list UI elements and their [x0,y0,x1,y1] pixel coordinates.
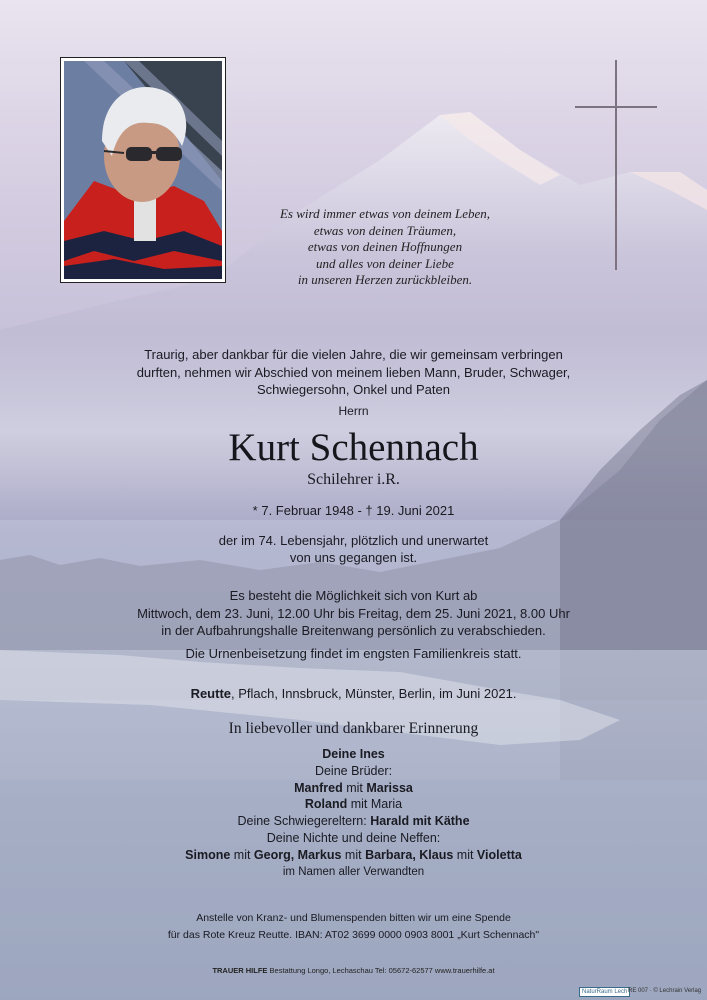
family-inlaws-label: Deine Schwiegereltern: [237,814,371,829]
intro-line: durften, nehmen wir Abschied von meinem lieben Mann, Bruder, Schwager, [136,364,571,380]
donation-line: Anstelle von Kranz- und Blumenspenden bitten wir um eine Spende [196,912,511,924]
urn-burial-note: Die Urnenbeisetzung findet im engsten Familienkreis statt. [185,646,522,661]
family-partner: Violetta [476,847,522,862]
family-with: mit [347,797,371,812]
family-name: Simone [185,847,231,862]
farewell-line: Mittwoch, dem 23. Juni, 12.00 Uhr bis Freitag, dem 25. Juni 2021, 8.00 Uhr [137,605,570,621]
publisher-code: RE 007 · © Lechrain Verlag [628,988,702,994]
family-brother-2 [0,796,707,813]
poem-line: etwas von deinen Hoffnungen [307,239,463,254]
family-with: mit [230,847,254,862]
poem-line: etwas von deinen Träumen, [313,222,457,238]
cross-symbol [575,60,657,270]
family-inlaws-names: Harald mit Käthe [370,814,470,829]
family-inlaws [0,813,707,830]
family-partner: Barbara [365,847,413,862]
passing-line: der im 74. Lebensjahr, plötzlich und unerwartet [218,533,489,548]
donation-line: für das Rote Kreuz Reutte. IBAN: AT02 3699 0000 0903 8001 „Kurt Schennach" [167,928,540,941]
intro-line: Schwiegersohn, Onkel und Paten [257,382,450,397]
intro-text [100,346,607,399]
family-partner: Georg [253,847,291,862]
place-and-date [0,686,707,701]
deceased-title: Schilehrer i.R. [307,471,400,488]
memory-heading: In liebevoller und dankbarer Erinnerung [228,720,479,737]
intro-line: Traurig, aber dankbar für die vielen Jahre, die wir gemeinsam verbringen [144,347,563,362]
family-relatives: im Namen aller Verwandten [282,865,425,878]
funeral-home-brand: TRAUER HILFE [212,966,268,975]
funeral-home-footer [0,966,707,975]
naturraum-badge: NaturRaum Lech [579,987,630,997]
passing-line: von uns gegangen ist. [289,550,418,565]
portrait-photo [60,57,226,283]
family-name: Roland [304,797,348,812]
family-name: , Klaus [412,847,454,862]
poem [215,206,555,289]
farewell-info [60,587,647,640]
family-name: Manfred [294,780,343,795]
family-nieces-label: Deine Nichte und deine Neffen: [266,830,441,845]
funeral-home-contact: Bestattung Longo, Lechaschau Tel: 05672-62577 www.trauerhilfe.at [267,966,495,975]
place-rest: , Pflach, Innsbruck, Münster, Berlin, im Juni 2021. [231,686,517,701]
passing-text [0,532,707,566]
cross-horizontal-bar [575,106,657,108]
cross-vertical-bar [615,60,617,270]
family-brothers-label: Deine Brüder: [314,763,393,778]
family-wife: Deine Ines [322,747,385,761]
family-name: , Markus [290,847,342,862]
family-partner: Marissa [366,780,413,795]
donation-request [0,910,707,943]
family-partner: Maria [370,797,403,812]
family-nieces-nephews [0,847,707,864]
family-with: mit [342,780,367,795]
family-with: mit [341,847,366,862]
family-list [0,746,707,880]
life-dates: * 7. Februar 1948 - † 19. Juni 2021 [252,503,455,518]
farewell-line: in der Aufbahrungshalle Breitenwang persönlich zu verabschieden. [161,623,546,638]
salutation: Herrn [338,404,369,418]
deceased-name: Kurt Schennach [228,426,479,469]
family-with: mit [453,847,477,862]
portrait-image [64,61,222,279]
poem-line: Es wird immer etwas von deinem Leben, [279,206,491,221]
poem-line: in unseren Herzen zurückbleiben. [297,272,473,287]
poem-line: und alles von deiner Liebe [316,255,454,271]
farewell-line: Es besteht die Möglichkeit sich von Kurt ab [229,588,478,603]
family-brother-1 [0,780,707,797]
place-main: Reutte [190,686,232,701]
